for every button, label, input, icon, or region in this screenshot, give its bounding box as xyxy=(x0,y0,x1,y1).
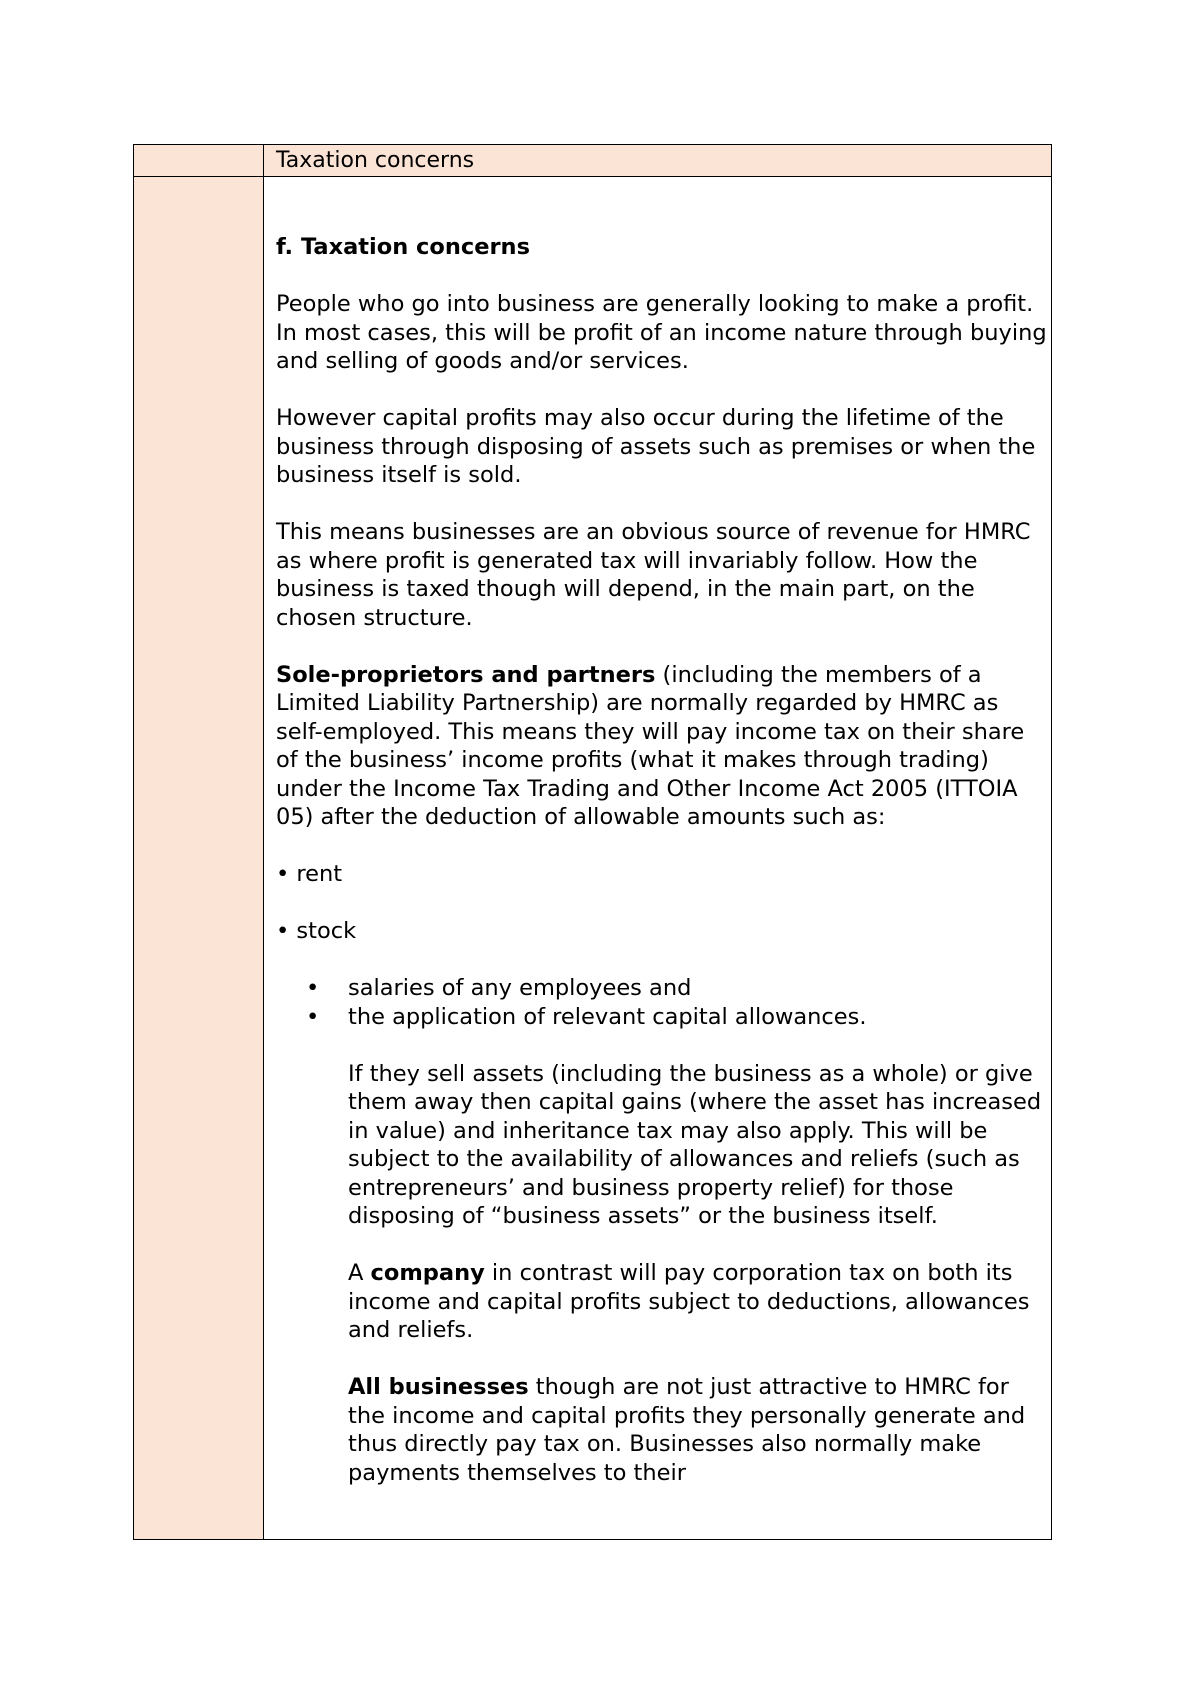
sole-proprietors-bold: Sole-proprietors and partners xyxy=(276,661,656,688)
content-body xyxy=(276,233,1048,1516)
deductions-list xyxy=(276,974,1048,1031)
all-businesses-bold: All businesses xyxy=(348,1374,529,1400)
list-item xyxy=(276,974,1048,1003)
paragraph-all-businesses xyxy=(276,1373,1048,1487)
bullet-rent: • rent xyxy=(276,861,343,887)
company-bold: company xyxy=(370,1260,485,1286)
paragraph-hmrc-revenue: This means businesses are an obvious source of revenue for HMRC as where profit is generated tax will invariably follow. How the business is taxed though will depend, in the main part, on the chosen structure. xyxy=(276,519,1031,631)
bullet-stock: • stock xyxy=(276,918,357,944)
paragraph-company xyxy=(276,1259,1048,1345)
paragraph-sole-proprietors xyxy=(276,661,1048,832)
list-item xyxy=(276,1003,1048,1032)
table-header-title: Taxation concerns xyxy=(276,148,475,173)
paragraph-profit: People who go into business are generally looking to make a profit. In most cases, this will be profit of an income nature through buying and selling of goods and/or services. xyxy=(276,291,1047,374)
content-cell xyxy=(264,177,1051,1539)
label-column-overlay xyxy=(134,145,264,1539)
company-text: in contrast will pay corporation tax on both its income and capital profits subject to deductions, allowances and reliefs. xyxy=(348,1260,1030,1343)
paragraph-capital-profits: However capital profits may also occur during the lifetime of the business through disposing of assets such as premises or when the business itself is sold. xyxy=(276,405,1036,488)
bullet-dot: • xyxy=(306,1003,320,1030)
list-item-text: the application of relevant capital allowances. xyxy=(348,1003,867,1030)
section-heading: f. Taxation concerns xyxy=(276,234,530,260)
table-header-row xyxy=(134,145,1051,177)
company-prefix: A xyxy=(348,1260,371,1286)
bullet-dot: • xyxy=(306,975,320,1001)
sole-proprietors-text: (including the members of a Limited Liability Partnership) are normally regarded by HMRC as self-employed. This means they will pay income tax on their share of the business’ income profits (what it makes through trading) under the Income Tax Trading and Other Income Act 2005 (ITTOIA 05) after the deduction of allowable amounts such as: xyxy=(276,661,1025,830)
all-businesses-text: though are not just attractive to HMRC for the income and capital profits they personally generate and thus directly pay tax on. Businesses also normally make payments themselves to their xyxy=(348,1374,1026,1486)
document-table xyxy=(133,144,1052,1540)
paragraph-capital-gains: If they sell assets (including the business as a whole) or give them away then capital gains (where the asset has increased in value) and inheritance tax may also apply. This will be subject to the availability of allowances and reliefs (such as entrepreneurs’ and business property relief) for those disposing of “business assets” or the business itself. xyxy=(348,1060,1042,1229)
list-item-text: salaries of any employees and xyxy=(348,975,692,1001)
